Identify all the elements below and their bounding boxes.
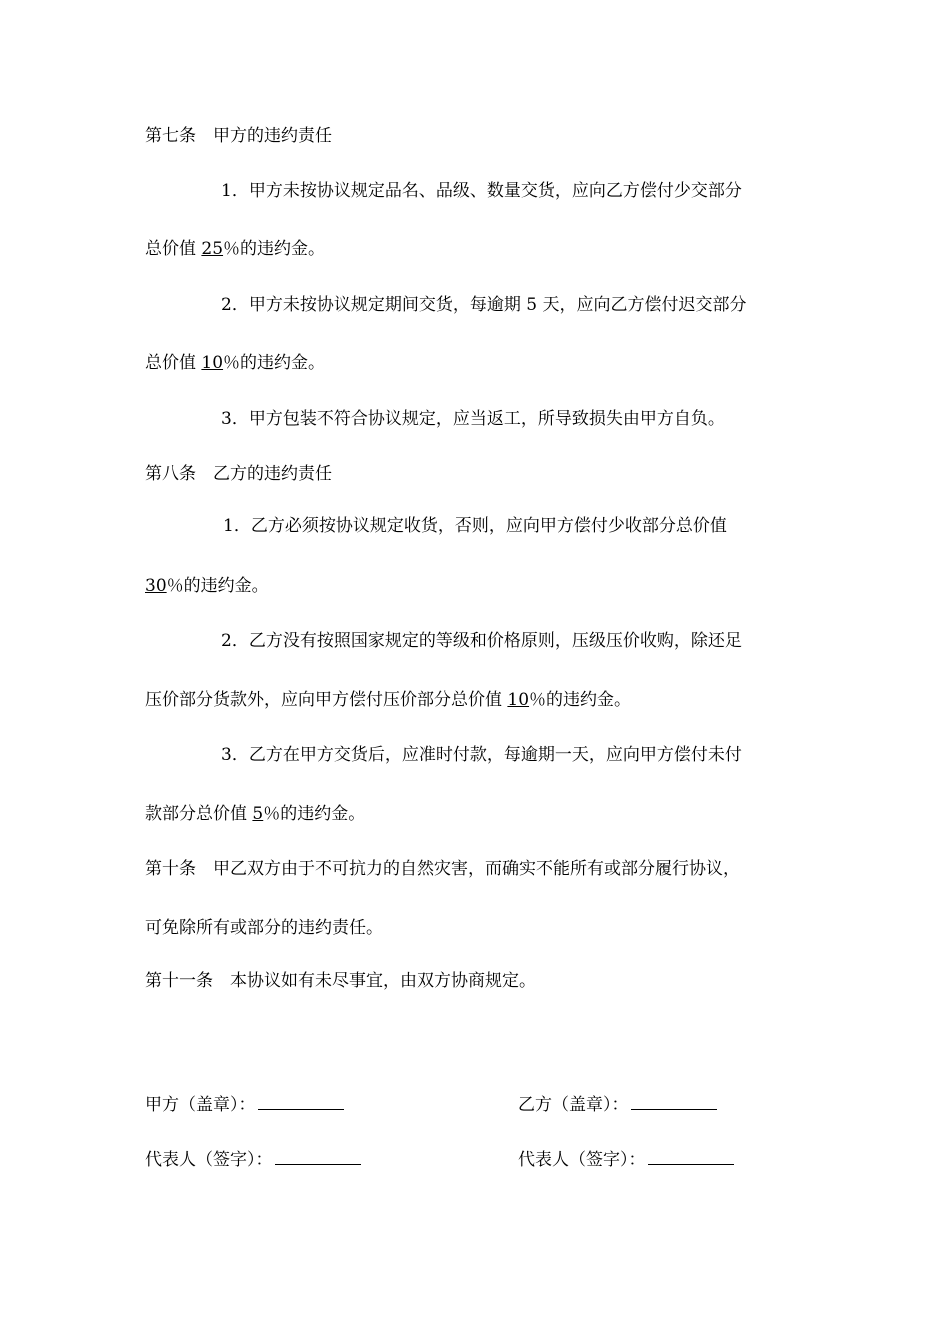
party-b-seal-label: 乙方（盖章）： bbox=[518, 1095, 629, 1115]
party-a-seal-blank bbox=[258, 1095, 344, 1110]
article-8-heading: 第八条 乙方的违约责任 bbox=[145, 464, 332, 484]
article-8-item-2-cont bbox=[145, 689, 631, 711]
party-b-seal bbox=[518, 1094, 717, 1116]
penalty-rate: 5 bbox=[252, 804, 264, 824]
penalty-rate: 25 bbox=[201, 239, 224, 259]
party-b-rep-blank bbox=[648, 1150, 734, 1165]
text: 总价值 bbox=[145, 353, 202, 373]
article-7-item-2: 2．甲方未按协议规定期间交货，每逾期 5 天，应向乙方偿付迟交部分 bbox=[221, 295, 747, 315]
party-b-representative bbox=[518, 1149, 734, 1171]
text: 款部分总价值 bbox=[145, 804, 253, 824]
article-10-line-1: 第十条 甲乙双方由于不可抗力的自然灾害，而确实不能所有或部分履行协议， bbox=[145, 859, 740, 879]
text: 压价部分货款外，应向甲方偿付压价部分总价值 bbox=[145, 690, 508, 710]
article-8-item-1-cont bbox=[145, 575, 269, 597]
party-a-rep-label: 代表人（签字）： bbox=[145, 1150, 273, 1170]
article-7-heading: 第七条 甲方的违约责任 bbox=[145, 126, 332, 146]
article-7-item-1-cont bbox=[145, 238, 325, 260]
article-8-item-3-cont bbox=[145, 803, 365, 825]
article-7-item-3: 3．甲方包装不符合协议规定，应当返工，所导致损失由甲方自负。 bbox=[221, 409, 725, 429]
penalty-rate: 10 bbox=[507, 690, 530, 710]
text: ％的违约金。 bbox=[223, 353, 326, 373]
party-a-rep-blank bbox=[275, 1150, 361, 1165]
article-7-item-1: 1．甲方未按协议规定品名、品级、数量交货，应向乙方偿付少交部分 bbox=[221, 181, 742, 201]
article-10-line-2: 可免除所有或部分的违约责任。 bbox=[145, 918, 383, 938]
article-7-item-2-cont bbox=[145, 352, 325, 374]
party-b-rep-label: 代表人（签字）： bbox=[518, 1150, 646, 1170]
article-8-item-3: 3．乙方在甲方交货后，应准时付款，每逾期一天，应向甲方偿付未付 bbox=[221, 745, 742, 765]
text: ％的违约金。 bbox=[166, 576, 269, 596]
party-a-representative bbox=[145, 1149, 361, 1171]
party-a-seal bbox=[145, 1094, 344, 1116]
article-8-item-1: 1．乙方必须按协议规定收货，否则，应向甲方偿付少收部分总价值 bbox=[223, 516, 727, 536]
party-a-seal-label: 甲方（盖章）： bbox=[145, 1095, 256, 1115]
penalty-rate: 30 bbox=[145, 576, 167, 596]
article-8-item-2: 2．乙方没有按照国家规定的等级和价格原则，压级压价收购，除还足 bbox=[221, 631, 742, 651]
text: 总价值 bbox=[145, 239, 202, 259]
penalty-rate: 10 bbox=[201, 353, 224, 373]
text: ％的违约金。 bbox=[529, 690, 632, 710]
text: ％的违约金。 bbox=[223, 239, 326, 259]
text: ％的违约金。 bbox=[263, 804, 366, 824]
party-b-seal-blank bbox=[631, 1095, 717, 1110]
article-11: 第十一条 本协议如有未尽事宜，由双方协商规定。 bbox=[145, 971, 536, 991]
